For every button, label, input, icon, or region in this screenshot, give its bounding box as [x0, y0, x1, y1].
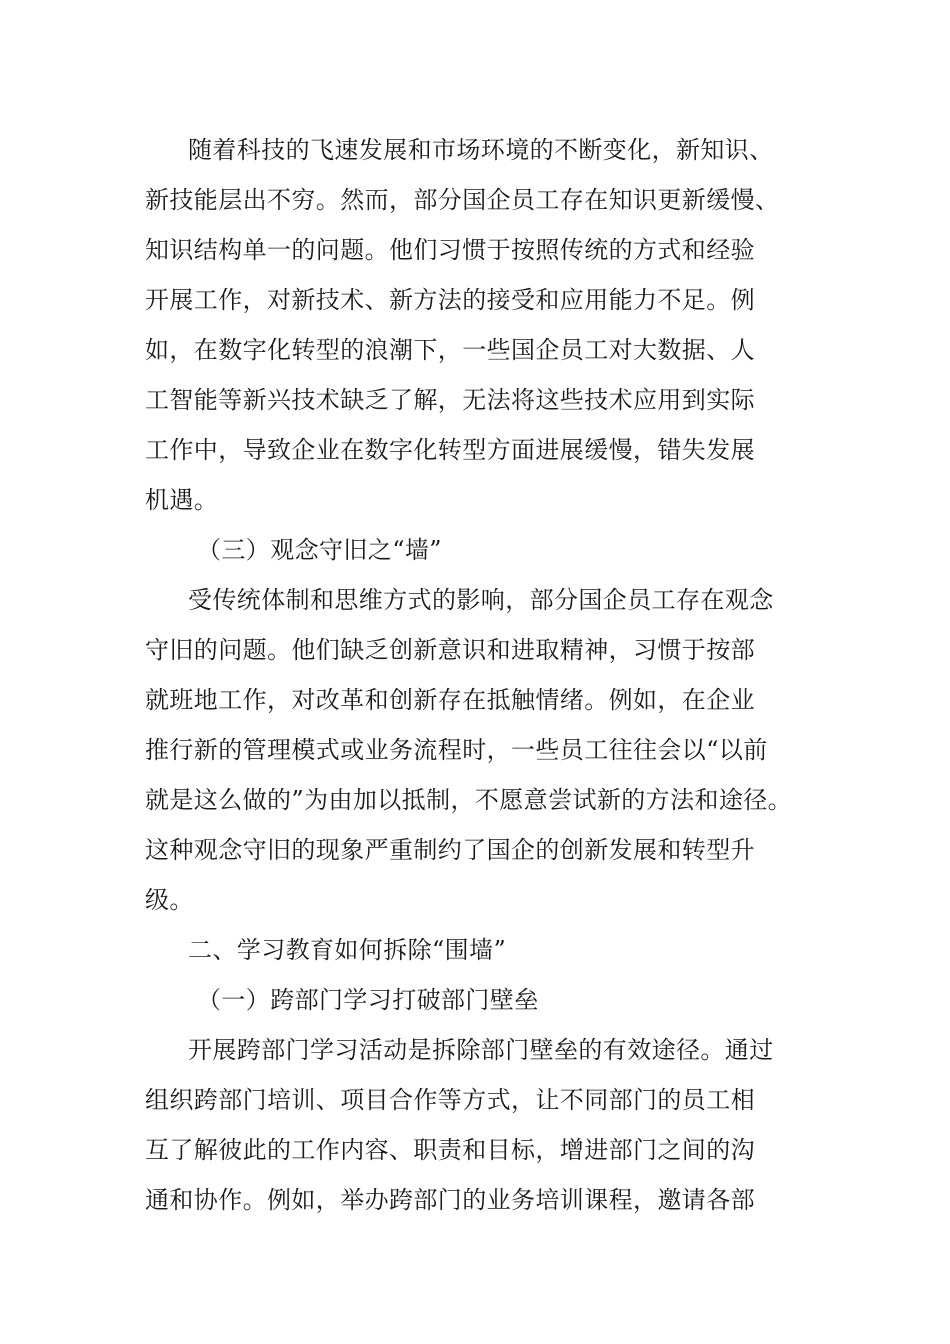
paragraph-line: 组织跨部门培训、项目合作等方式，让不同部门的员工相: [145, 1086, 755, 1114]
section-heading: （三）观念守旧之“墙”: [197, 536, 442, 564]
paragraph-line: 新技能层出不穷。然而，部分国企员工存在知识更新缓慢、: [145, 186, 780, 214]
paragraph-line: 推行新的管理模式或业务流程时，一些员工往往会以“以前: [145, 736, 768, 764]
paragraph-line: 守旧的问题。他们缺乏创新意识和进取精神，习惯于按部: [145, 636, 755, 664]
chapter-heading: 二、学习教育如何拆除“围墙”: [188, 936, 507, 964]
paragraph-line: 受传统体制和思维方式的影响，部分国企员工存在观念: [188, 586, 774, 614]
paragraph-line: 就是这么做的”为由加以抵制，不愿意尝试新的方法和途径。: [145, 786, 793, 814]
paragraph-line: 工作中，导致企业在数字化转型方面进展缓慢，错失发展: [145, 436, 755, 464]
paragraph-line: 机遇。: [145, 486, 219, 514]
paragraph-line: 知识结构单一的问题。他们习惯于按照传统的方式和经验: [145, 236, 755, 264]
paragraph-line: 级。: [145, 886, 194, 914]
paragraph-line: 开展工作，对新技术、新方法的接受和应用能力不足。例: [145, 286, 755, 314]
paragraph-line: 随着科技的飞速发展和市场环境的不断变化，新知识、: [188, 136, 774, 164]
paragraph-line: 通和协作。例如，举办跨部门的业务培训课程，邀请各部: [145, 1186, 755, 1214]
section-heading: （一）跨部门学习打破部门壁垒: [197, 986, 539, 1014]
paragraph-line: 工智能等新兴技术缺乏了解，无法将这些技术应用到实际: [145, 386, 755, 414]
paragraph-line: 如，在数字化转型的浪潮下，一些国企员工对大数据、人: [145, 336, 755, 364]
paragraph-line: 开展跨部门学习活动是拆除部门壁垒的有效途径。通过: [188, 1036, 774, 1064]
paragraph-line: 互了解彼此的工作内容、职责和目标，增进部门之间的沟: [145, 1136, 755, 1164]
paragraph-line: 就班地工作，对改革和创新存在抵触情绪。例如，在企业: [145, 686, 755, 714]
paragraph-line: 这种观念守旧的现象严重制约了国企的创新发展和转型升: [145, 836, 755, 864]
